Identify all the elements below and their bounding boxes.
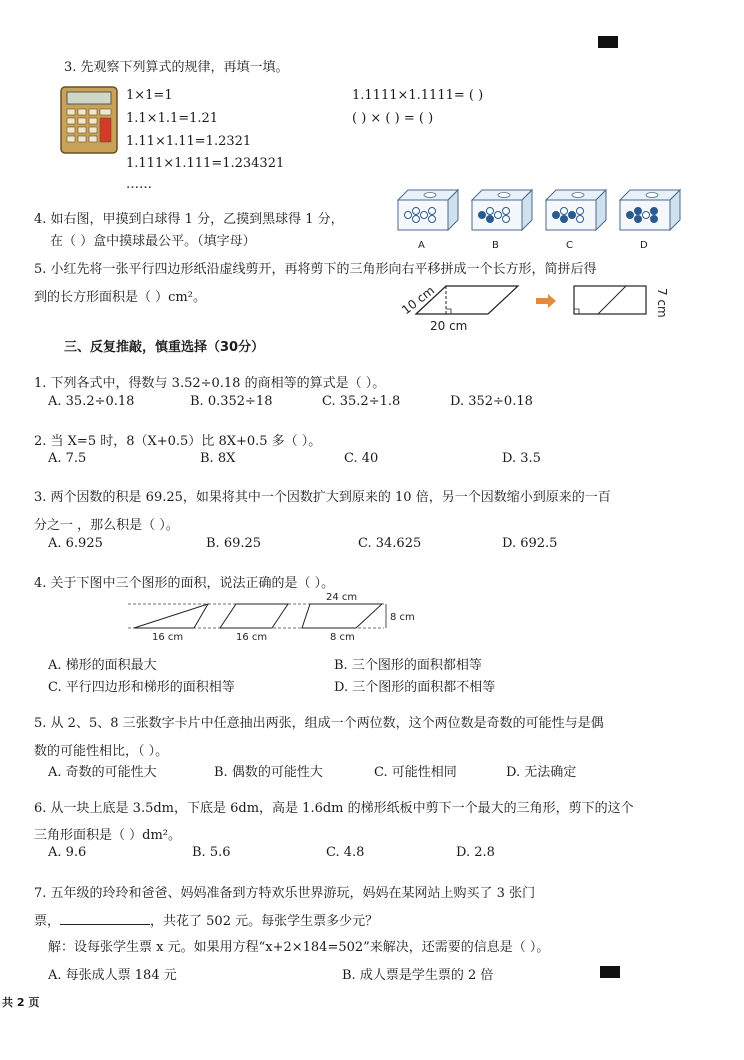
- q3-left-line-4: 1.111×1.111=1.234321: [126, 156, 285, 171]
- blank-line: [60, 912, 150, 925]
- s3-q4-option-b: B. 三个图形的面积都相等: [334, 658, 482, 673]
- s3-q6-line-2: 三角形面积是（ ）dm²。: [34, 828, 181, 843]
- corner-mark-bottom: [600, 966, 620, 978]
- box-d: [620, 190, 680, 230]
- box-a: [398, 190, 458, 230]
- s3-q2-option-c: C. 40: [344, 451, 379, 466]
- label-16cm-a: 16 cm: [152, 632, 184, 643]
- s3-q2-option-b: B. 8X: [200, 451, 236, 466]
- calculator-icon: [60, 86, 118, 154]
- s3-q7-option-a: A. 每张成人票 184 元: [48, 968, 177, 983]
- s3-q6-option-a: A. 9.6: [48, 845, 87, 860]
- label-24cm: 24 cm: [326, 592, 358, 603]
- s3-q3-option-d: D. 692.5: [502, 536, 558, 551]
- s3-q7-line-2b: ，共花了 502 元。每张学生票多少元？: [150, 914, 379, 929]
- s3-q1-stem: 1. 下列各式中，得数与 3.52÷0.18 的商相等的算式是（ ）。: [34, 376, 386, 391]
- s3-q5-option-d: D. 无法确定: [506, 765, 577, 780]
- s3-q7-line-2a: 票，: [34, 914, 61, 929]
- q3-right-line-1: 1.1111×1.1111= ( ): [352, 88, 484, 103]
- s3-q2-option-a: A. 7.5: [48, 451, 87, 466]
- s3-q3-line-1: 3. 两个因数的积是 69.25，如果将其中一个因数扩大到原来的 10 倍，另一个因数缩小到原来的一百: [34, 490, 611, 505]
- label-8cm-height: 8 cm: [390, 612, 415, 623]
- box-b: [472, 190, 532, 230]
- s3-q3-option-a: A. 6.925: [48, 536, 103, 551]
- s3-q1-option-c: C. 35.2÷1.8: [322, 394, 401, 409]
- s3-q6-line-1: 6. 从一块上底是 3.5dm，下底是 6dm，高是 1.6dm 的梯形纸板中剪下一个最大的三角形，剪下的这个: [34, 801, 634, 816]
- s3-q2-stem: 2. 当 X=5 时，8（X+0.5）比 8X+0.5 多（ ）。: [34, 434, 322, 449]
- s3-q4-option-c: C. 平行四边形和梯形的面积相等: [48, 680, 235, 695]
- s3-q1-option-b: B. 0.352÷18: [190, 394, 273, 409]
- ball-boxes-figure: [396, 186, 696, 252]
- s3-q6-option-d: D. 2.8: [456, 845, 495, 860]
- label-7cm: 7 cm: [655, 288, 669, 318]
- box-label-c: C: [566, 240, 573, 251]
- q3-left-line-5: ……: [126, 177, 152, 192]
- s3-q7-line-2: [34, 910, 378, 929]
- label-8cm-base: 8 cm: [330, 632, 355, 643]
- parallelogram-figure: [396, 274, 706, 336]
- box-label-d: D: [640, 240, 648, 251]
- q3-left-line-1: 1×1=1: [126, 88, 173, 103]
- q3-left-line-2: 1.1×1.1=1.21: [126, 111, 219, 126]
- s3-q5-line-1: 5. 从 2、5、8 三张数字卡片中任意抽出两张，组成一个两位数，这个两位数是奇数的可能性与是偶: [34, 716, 604, 731]
- s3-q3-option-c: C. 34.625: [358, 536, 422, 551]
- s3-q7-option-b: B. 成人票是学生票的 2 倍: [342, 968, 494, 983]
- q4-line-1: 4. 如右图，甲摸到白球得 1 分，乙摸到黑球得 1 分，: [34, 212, 344, 227]
- s3-q2-option-d: D. 3.5: [502, 451, 541, 466]
- s3-q4-option-d: D. 三个图形的面积都不相等: [334, 680, 496, 695]
- s3-q5-line-2: 数的可能性相比，（ ）。: [34, 744, 169, 759]
- s3-q3-option-b: B. 69.25: [206, 536, 262, 551]
- s3-q4-stem: 4. 关于下图中三个图形的面积，说法正确的是（ ）。: [34, 576, 335, 591]
- s3-q7-line-1: 7. 五年级的玲玲和爸爸、妈妈准备到方特欢乐世界游玩，妈妈在某网站上购买了 3 张门: [34, 886, 536, 901]
- q3-stem: 3. 先观察下列算式的规律，再填一填。: [64, 60, 289, 75]
- q5-line-1: 5. 小红先将一张平行四边形纸沿虚线剪开，再将剪下的三角形向右平移拼成一个长方形，简拼后得: [34, 262, 597, 277]
- s3-q1-option-d: D. 352÷0.18: [450, 394, 533, 409]
- box-c: [546, 190, 606, 230]
- s3-q5-option-c: C. 可能性相同: [374, 765, 457, 780]
- s3-q5-option-a: A. 奇数的可能性大: [48, 765, 157, 780]
- box-label-b: B: [492, 240, 499, 251]
- box-label-a: A: [418, 240, 425, 251]
- q3-left-line-3: 1.11×1.11=1.2321: [126, 134, 252, 149]
- q3-right-line-2: ( ) × ( ) = ( ): [352, 111, 434, 126]
- s3-q3-line-2: 分之一 ，那么积是（ ）。: [34, 518, 179, 533]
- label-10cm: 10 cm: [399, 283, 438, 318]
- page-footer: 共 2 页: [2, 996, 40, 1009]
- three-shapes-figure: [124, 590, 424, 644]
- s3-q6-option-c: C. 4.8: [326, 845, 365, 860]
- q4-line-2: 在（ ）盒中摸球最公平。（填字母）: [50, 234, 256, 249]
- label-20cm: 20 cm: [430, 319, 468, 333]
- q5-line-2: 到的长方形面积是（ ）cm²。: [34, 290, 206, 305]
- s3-q5-option-b: B. 偶数的可能性大: [214, 765, 323, 780]
- s3-q6-option-b: B. 5.6: [192, 845, 231, 860]
- label-16cm-b: 16 cm: [236, 632, 268, 643]
- section3-heading: 三、反复推敲，慎重选择（30分）: [64, 340, 265, 355]
- corner-mark-top: [598, 36, 618, 48]
- s3-q1-option-a: A. 35.2÷0.18: [48, 394, 135, 409]
- s3-q7-line-3: 解：设每张学生票 x 元。如果用方程“x+2×184=502”来解决，还需要的信息是（ ）。: [48, 940, 550, 955]
- s3-q4-option-a: A. 梯形的面积最大: [48, 658, 157, 673]
